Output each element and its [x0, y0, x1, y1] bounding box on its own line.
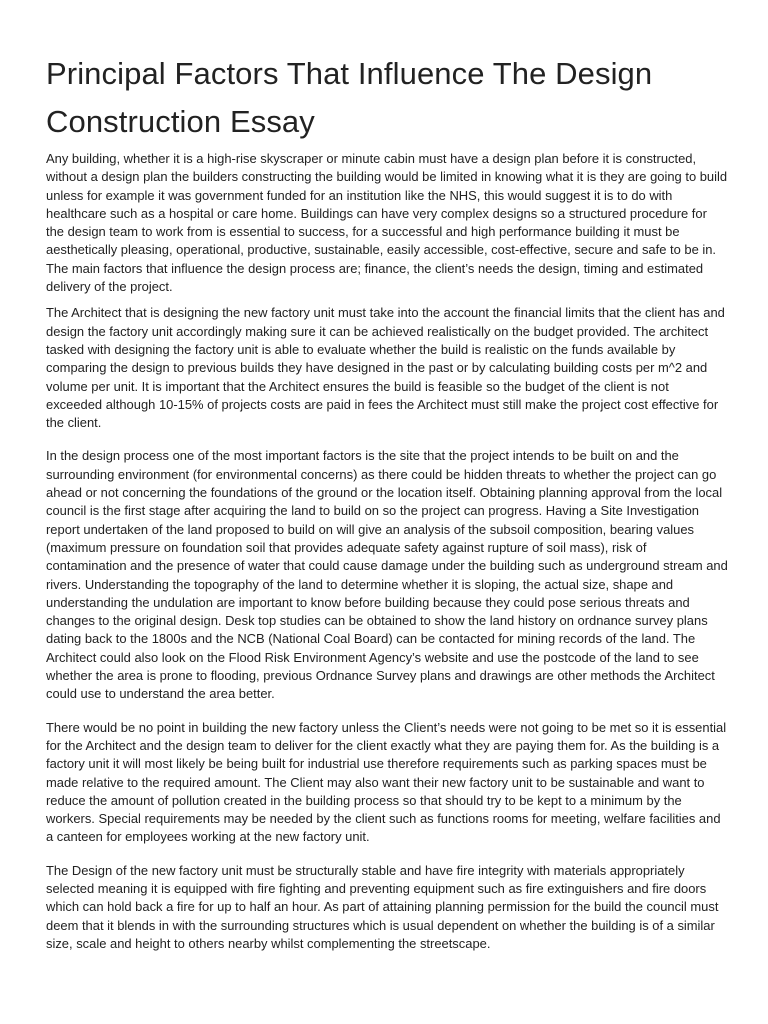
paragraph-finance: The Architect that is designing the new factory unit must take into the account the financial limits that the client has and design the factory unit accordingly making sure it can be achieved realistically on the budget provided. The architect tasked with designing the factory unit is able to evaluate whether the build is realistic on the funds available by comparing the design to previous builds they have designed in the past or by calculating building costs per m^2 and volume per unit. It is important that the Architect ensures the build is feasible so the budget of the client is not exceeded although 10-15% of projects costs are paid in fees the Architect must still make the project cost effective for the client. — [46, 305, 725, 431]
paragraph-site: In the design process one of the most important factors is the site that the project intends to be built on and the surrounding environment (for environmental concerns) as there could be hidden threats to whether the project can go ahead or not concerning the foundations of the ground or the location itself. Obtaining planning approval from the local council is the first stage after acquiring the land to build on so the project can progress. Having a Site Investigation report undertaken of the land proposed to build on will give an analysis of the subsoil composition, bearing values (maximum pressure on foundation soil that provides adequate safety against rupture of soil mass), risk of contamination and the presence of water that could cause damage under the building such as underground stream and rivers. Understanding the topography of the land to determine whether it is sloping, the actual size, shape and understanding the undulation are important to know before building because they could pose serious threats and changes to the original design. Desk top studies can be obtained to show the land history on ordnance survey plans dating back to the 1800s and the NCB (National Coal Board) can be contacted for mining records of the land. The Architect could also look on the Flood Risk Environment Agency’s website and use the postcode of the land to see whether the area is prone to flooding, previous Ordnance Survey plans and drawings are other methods the Architect could use to understand the area better. — [46, 448, 728, 702]
paragraph-design: The Design of the new factory unit must be structurally stable and have fire integrity with materials appropriately selected meaning it is equipped with fire fighting and preventing equipment such as fire extinguishers and fire doors which can hold back a fire for up to half an hour. As part of attaining planning permission for the build the council must deem that it blends in with the surrounding structures which is usual dependent on whether the building is of a similar size, scale and height to others nearby whilst complementing the streetscape. — [46, 862, 719, 951]
essay-page — [46, 50, 728, 953]
paragraph-client-needs: There would be no point in building the new factory unless the Client’s needs were not going to be met so it is essential for the Architect and the design team to deliver for the client exactly what they are paying them for. As the building is a factory unit it will most likely be being built for industrial use therefore requirements such as parking spaces must be made relative to the required amount. The Client may also want their new factory unit to be sustainable and want to reduce the amount of pollution created in the building process so that should try to be kept to a minimum by the workers. Special requirements may be needed by the client such as functions rooms for meeting, welfare facilities and a canteen for employees working at the new factory unit. — [46, 719, 727, 845]
paragraph-introduction: Any building, whether it is a high-rise skyscraper or minute cabin must have a design plan before it is constructed, without a design plan the builders constructing the building would be limited in knowing what it is they are going to build unless for example it was government funded for an institution like the NHS, this would suggest it is to do with healthcare such as a hospital or care home. Buildings can have very complex designs so a structured procedure for the design team to work from is essential to success, for a successful and high performance building it must be aesthetically pleasing, operational, productive, sustainable, easily accessible, cost-effective, secure and safe to be in. The main factors that influence the design process are; finance, the client’s needs the design, timing and estimated delivery of the project. — [46, 151, 728, 295]
page-title: Principal Factors That Influence The Design Construction Essay — [46, 56, 653, 139]
